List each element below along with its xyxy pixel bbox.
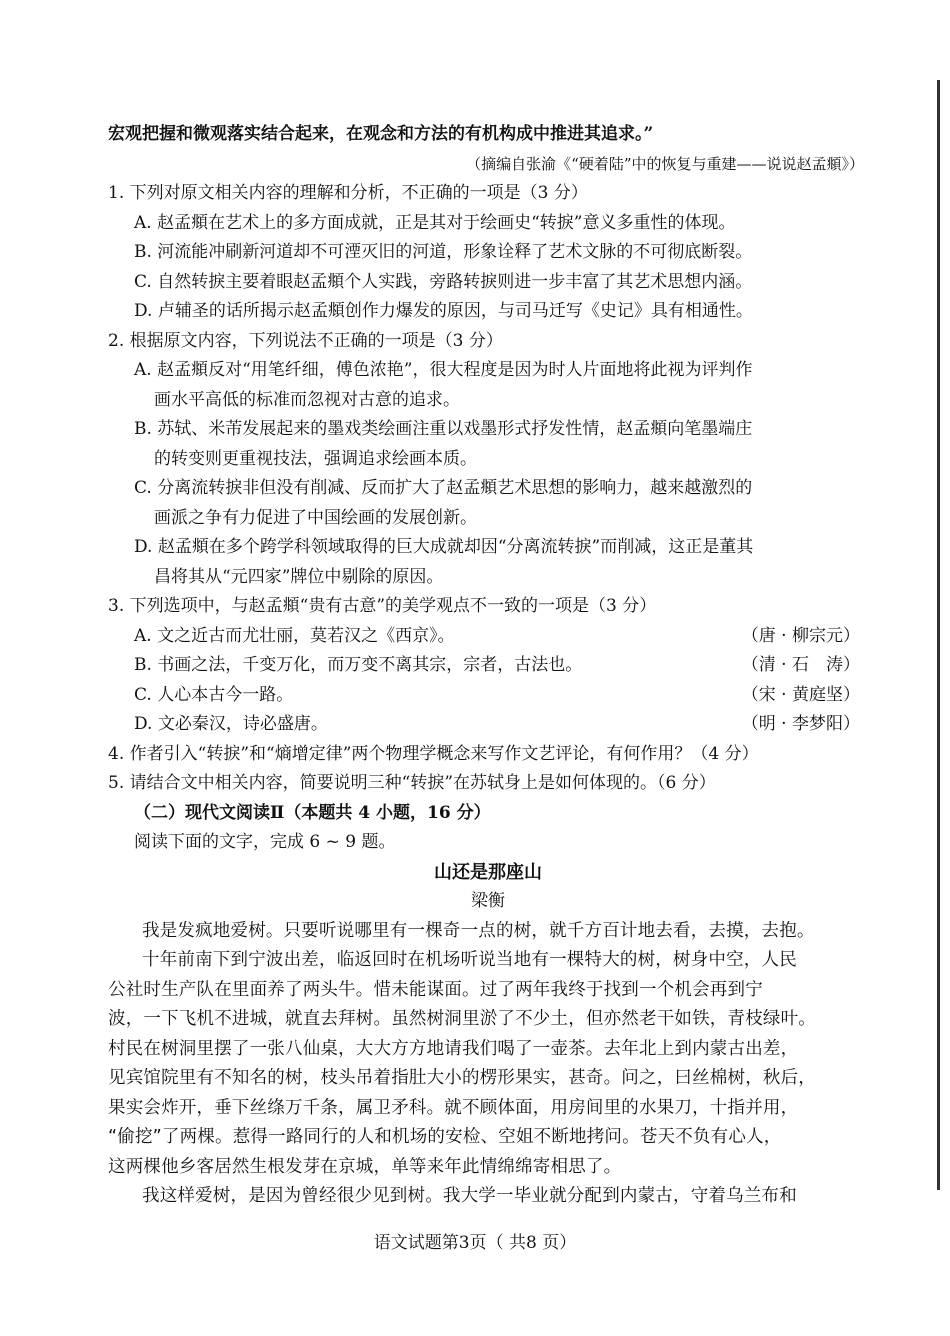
article-body [108, 917, 868, 1212]
passage-continuation: 宏观把握和微观落实结合起来，在观念和方法的有机构成中推进其追求。” [108, 124, 654, 144]
section-heading: （二）现代文阅读Ⅱ（本题共 4 小题，16 分） [134, 802, 491, 823]
margin-rule [937, 80, 940, 1190]
option-author: （宋 · 黄庭坚） [741, 684, 860, 705]
article-paragraph-2-line: 波，一下飞机不进城，就直去拜树。虽然树洞里淤了不少土，但亦然老干如铁，青枝绿叶。 [108, 1009, 816, 1029]
option-author: （唐 · 柳宗元） [741, 625, 860, 646]
article-paragraph-2-line: 村民在树洞里摆了一张八仙桌，大大方方地请我们喝了一壶茶。去年北上到内蒙古出差， [108, 1038, 799, 1059]
option-author: （明 · 李梦阳） [741, 714, 860, 734]
option-text: A. 文之近古而尤壮丽，莫若汉之《西京》。 [134, 625, 455, 646]
question-2-option-c: C. 分离流转捩非但没有削减、反而扩大了赵孟頫艺术思想的影响力，越来越激烈的 [134, 478, 753, 498]
option-text: C. 人心本古今一路。 [134, 684, 294, 705]
question-1-stem: 1. 下列对原文相关内容的理解和分析，不正确的一项是（3 分） [108, 183, 588, 203]
article-paragraph-1: 我是发疯地爱树。只要听说哪里有一棵奇一点的树，就千方百计地去看，去摸，去抱。 [142, 920, 815, 941]
question-2-option-b: B. 苏轼、米芾发展起来的墨戏类绘画注重以戏墨形式抒发性情，赵孟頫向笔墨端庄 [134, 419, 753, 439]
question-2-option-d: D. 赵孟頫在多个跨学科领域取得的巨大成就却因“分离流转捩”而削减，这正是董其 [134, 537, 754, 557]
question-3-option-a [108, 622, 868, 652]
article-paragraph-2-line: 见宾馆院里有不知名的树，枝头吊着指肚大小的楞形果实，甚奇。问之，曰丝棉树，秋后， [108, 1068, 816, 1088]
question-4-stem: 4. 作者引入“转捩”和“熵增定律”两个物理学概念来写作文艺评论，有何作用？（4 分） [108, 743, 759, 764]
question-3-option-d [108, 710, 868, 740]
question-5-stem: 5. 请结合文中相关内容，简要说明三种“转捩”在苏轼身上是如何体现的。（6 分） [108, 773, 716, 793]
question-1-option-b: B. 河流能冲刷新河道却不可湮灭旧的河道，形象诠释了艺术文脉的不可彻底断裂。 [134, 242, 753, 262]
article-paragraph-2-line: 十年前南下到宁波出差，临返回时在机场听说当地有一棵特大的树，树身中空，人民 [142, 950, 797, 970]
question-2-option-b-cont: 的转变则更重视技法，强调追求绘画本质。 [154, 448, 477, 469]
option-text: D. 文必秦汉，诗必盛唐。 [134, 714, 328, 734]
section-instruction: 阅读下面的文字，完成 6 ~ 9 题。 [134, 832, 396, 852]
option-text: B. 书画之法，千变万化，而万变不离其宗，宗者，古法也。 [134, 655, 583, 675]
article-paragraph-2-line: “偷挖”了两棵。惹得一路同行的人和机场的安检、空姐不断地拷问。苍天不负有心人， [108, 1127, 782, 1147]
question-1-option-d: D. 卢辅圣的话所揭示赵孟頫创作力爆发的原因，与司马迁写《史记》具有相通性。 [134, 301, 753, 321]
question-3-option-b [108, 651, 868, 681]
question-1-option-a: A. 赵孟頫在艺术上的多方面成就，正是其对于绘画史“转捩”意义多重性的体现。 [134, 212, 736, 233]
article-title: 山还是那座山 [434, 861, 542, 883]
article-author: 梁衡 [471, 891, 505, 911]
question-2-option-a-cont: 画水平高低的标准而忽视对古意的追求。 [154, 389, 460, 410]
question-2-option-c-cont: 画派之争有力促进了中国绘画的发展创新。 [154, 507, 477, 528]
question-2-option-d-cont: 昌将其从“元四家”牌位中剔除的原因。 [154, 566, 444, 587]
article-paragraph-2-line: 果实会炸开，垂下丝绦万千条，属卫矛科。就不顾体面，用房间里的水果刀，十指并用， [108, 1097, 799, 1118]
article-paragraph-3: 我这样爱树，是因为曾经很少见到树。我大学一毕业就分配到内蒙古，守着乌兰布和 [142, 1186, 797, 1206]
page-footer: 语文试题第3页（ 共8 页） [373, 1233, 577, 1253]
question-2-option-a: A. 赵孟頫反对“用笔纤细，傅色浓艳”，很大程度是因为时人片面地将此视为评判作 [134, 360, 753, 380]
question-1-option-c: C. 自然转捩主要着眼赵孟頫个人实践，旁路转捩则进一步丰富了其艺术思想内涵。 [134, 271, 753, 292]
article-paragraph-2-line: 这两棵他乡客居然生根发芽在京城，单等来年此情绵绵寄相思了。 [108, 1156, 622, 1177]
page-content [108, 120, 868, 1212]
question-3-option-c [108, 681, 868, 711]
article-paragraph-2-line: 公社时生产队在里面养了两头牛。惜未能谋面。过了两年我终于找到一个机会再到宁 [108, 979, 763, 1000]
question-3-stem: 3. 下列选项中，与赵孟頫“贵有古意”的美学观点不一致的一项是（3 分） [108, 596, 657, 616]
passage-source: （摘编自张渝《“硬着陆”中的恢复与重建——说说赵孟頫》） [466, 154, 864, 173]
question-2-stem: 2. 根据原文内容，下列说法不正确的一项是（3 分） [108, 330, 503, 351]
option-author: （清 · 石 涛） [741, 655, 860, 675]
